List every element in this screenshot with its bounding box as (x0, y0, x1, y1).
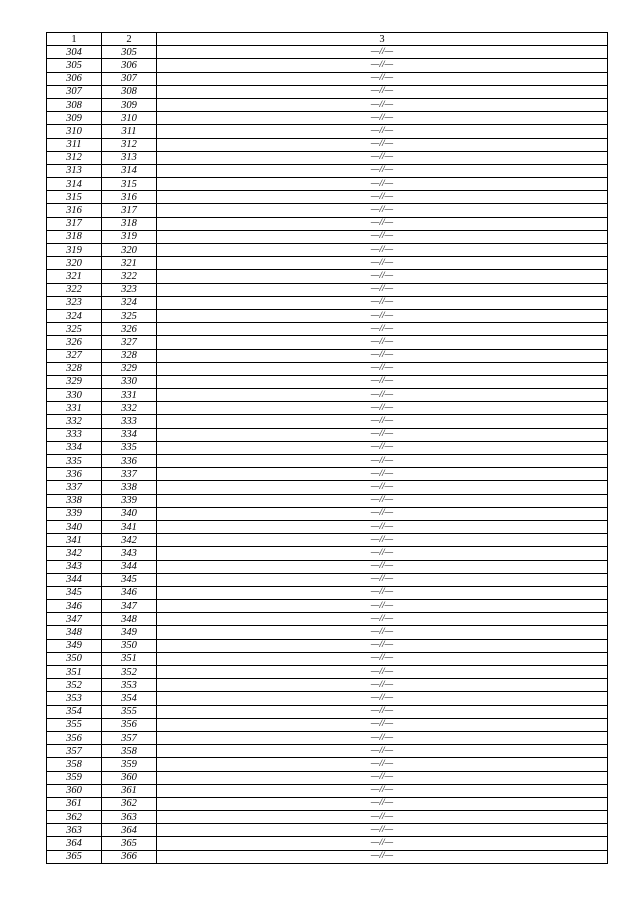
cell-col-3: —//— (157, 455, 608, 468)
cell-col-2: 332 (102, 402, 157, 415)
table-row (47, 428, 608, 441)
cell-col-1: 309 (47, 112, 102, 125)
cell-col-3: —//— (157, 679, 608, 692)
cell-col-3: —//— (157, 402, 608, 415)
cell-col-2: 317 (102, 204, 157, 217)
cell-col-2: 310 (102, 112, 157, 125)
cell-col-1: 317 (47, 217, 102, 230)
table-row (47, 191, 608, 204)
cell-col-2: 329 (102, 362, 157, 375)
cell-col-3: —//— (157, 534, 608, 547)
cell-col-2: 325 (102, 309, 157, 322)
cell-col-2: 344 (102, 560, 157, 573)
table-row (47, 257, 608, 270)
table-body (47, 46, 608, 864)
cell-col-1: 361 (47, 797, 102, 810)
cell-col-1: 334 (47, 441, 102, 454)
table-row (47, 72, 608, 85)
cell-col-3: —//— (157, 837, 608, 850)
cell-col-2: 311 (102, 125, 157, 138)
table-row (47, 652, 608, 665)
cell-col-3: —//— (157, 573, 608, 586)
cell-col-2: 346 (102, 586, 157, 599)
cell-col-2: 320 (102, 244, 157, 257)
cell-col-2: 324 (102, 296, 157, 309)
cell-col-3: —//— (157, 72, 608, 85)
cell-col-3: —//— (157, 481, 608, 494)
cell-col-1: 347 (47, 613, 102, 626)
table-row (47, 547, 608, 560)
cell-col-1: 354 (47, 705, 102, 718)
table-row (47, 573, 608, 586)
table-row (47, 850, 608, 863)
cell-col-1: 362 (47, 811, 102, 824)
table-row (47, 666, 608, 679)
header-col-3: 3 (157, 33, 608, 46)
cell-col-3: —//— (157, 494, 608, 507)
cell-col-3: —//— (157, 336, 608, 349)
cell-col-3: —//— (157, 560, 608, 573)
cell-col-1: 341 (47, 534, 102, 547)
table-row (47, 494, 608, 507)
table-row (47, 731, 608, 744)
cell-col-3: —//— (157, 441, 608, 454)
cell-col-2: 348 (102, 613, 157, 626)
cell-col-3: —//— (157, 138, 608, 151)
cell-col-2: 327 (102, 336, 157, 349)
cell-col-1: 353 (47, 692, 102, 705)
cell-col-3: —//— (157, 784, 608, 797)
table-row (47, 85, 608, 98)
table-row (47, 692, 608, 705)
cell-col-2: 365 (102, 837, 157, 850)
cell-col-3: —//— (157, 771, 608, 784)
cell-col-3: —//— (157, 718, 608, 731)
cell-col-2: 343 (102, 547, 157, 560)
cell-col-1: 304 (47, 46, 102, 59)
cell-col-1: 306 (47, 72, 102, 85)
table-row (47, 586, 608, 599)
cell-col-1: 357 (47, 745, 102, 758)
cell-col-2: 322 (102, 270, 157, 283)
cell-col-1: 311 (47, 138, 102, 151)
table-row (47, 520, 608, 533)
cell-col-2: 321 (102, 257, 157, 270)
cell-col-3: —//— (157, 652, 608, 665)
cell-col-1: 358 (47, 758, 102, 771)
cell-col-2: 313 (102, 151, 157, 164)
cell-col-1: 336 (47, 468, 102, 481)
table-row (47, 362, 608, 375)
cell-col-1: 340 (47, 520, 102, 533)
table-row (47, 771, 608, 784)
cell-col-2: 330 (102, 375, 157, 388)
cell-col-3: —//— (157, 85, 608, 98)
table-row (47, 138, 608, 151)
cell-col-1: 345 (47, 586, 102, 599)
cell-col-1: 364 (47, 837, 102, 850)
cell-col-1: 327 (47, 349, 102, 362)
cell-col-2: 326 (102, 323, 157, 336)
cell-col-2: 338 (102, 481, 157, 494)
cell-col-2: 360 (102, 771, 157, 784)
cell-col-2: 354 (102, 692, 157, 705)
table-row (47, 46, 608, 59)
cell-col-3: —//— (157, 309, 608, 322)
table-row (47, 824, 608, 837)
cell-col-3: —//— (157, 204, 608, 217)
cell-col-2: 305 (102, 46, 157, 59)
cell-col-3: —//— (157, 296, 608, 309)
cell-col-3: —//— (157, 230, 608, 243)
table-row (47, 626, 608, 639)
cell-col-2: 314 (102, 164, 157, 177)
cell-col-3: —//— (157, 151, 608, 164)
cell-col-2: 358 (102, 745, 157, 758)
cell-col-2: 334 (102, 428, 157, 441)
cell-col-1: 322 (47, 283, 102, 296)
cell-col-2: 318 (102, 217, 157, 230)
cell-col-3: —//— (157, 323, 608, 336)
cell-col-3: —//— (157, 639, 608, 652)
cell-col-3: —//— (157, 389, 608, 402)
cell-col-2: 359 (102, 758, 157, 771)
table-row (47, 349, 608, 362)
cell-col-3: —//— (157, 362, 608, 375)
table-row (47, 811, 608, 824)
table-row (47, 151, 608, 164)
cell-col-1: 314 (47, 178, 102, 191)
cell-col-3: —//— (157, 191, 608, 204)
header-col-2: 2 (102, 33, 157, 46)
cell-col-1: 331 (47, 402, 102, 415)
cell-col-2: 362 (102, 797, 157, 810)
cell-col-1: 338 (47, 494, 102, 507)
cell-col-3: —//— (157, 98, 608, 111)
table-row (47, 204, 608, 217)
cell-col-2: 351 (102, 652, 157, 665)
cell-col-2: 361 (102, 784, 157, 797)
table-row (47, 639, 608, 652)
table-row (47, 230, 608, 243)
cell-col-1: 305 (47, 59, 102, 72)
table-row (47, 389, 608, 402)
cell-col-1: 360 (47, 784, 102, 797)
cell-col-2: 363 (102, 811, 157, 824)
cell-col-3: —//— (157, 850, 608, 863)
cell-col-2: 306 (102, 59, 157, 72)
cell-col-2: 307 (102, 72, 157, 85)
cell-col-2: 337 (102, 468, 157, 481)
table-row (47, 323, 608, 336)
cell-col-1: 321 (47, 270, 102, 283)
cell-col-1: 318 (47, 230, 102, 243)
cell-col-1: 316 (47, 204, 102, 217)
cell-col-3: —//— (157, 705, 608, 718)
cell-col-3: —//— (157, 375, 608, 388)
cell-col-2: 347 (102, 600, 157, 613)
cell-col-3: —//— (157, 164, 608, 177)
cell-col-3: —//— (157, 811, 608, 824)
table-row (47, 217, 608, 230)
cell-col-1: 356 (47, 731, 102, 744)
table-row (47, 98, 608, 111)
cell-col-2: 341 (102, 520, 157, 533)
data-table (46, 32, 608, 864)
cell-col-3: —//— (157, 257, 608, 270)
table-row (47, 507, 608, 520)
cell-col-1: 328 (47, 362, 102, 375)
table-row (47, 758, 608, 771)
cell-col-3: —//— (157, 349, 608, 362)
cell-col-3: —//— (157, 692, 608, 705)
cell-col-3: —//— (157, 270, 608, 283)
cell-col-1: 320 (47, 257, 102, 270)
cell-col-2: 333 (102, 415, 157, 428)
table-row (47, 481, 608, 494)
cell-col-2: 350 (102, 639, 157, 652)
cell-col-3: —//— (157, 283, 608, 296)
table-row (47, 375, 608, 388)
cell-col-3: —//— (157, 797, 608, 810)
cell-col-3: —//— (157, 507, 608, 520)
table-row (47, 837, 608, 850)
table-row (47, 336, 608, 349)
cell-col-2: 315 (102, 178, 157, 191)
table-row (47, 59, 608, 72)
cell-col-2: 353 (102, 679, 157, 692)
cell-col-1: 365 (47, 850, 102, 863)
cell-col-2: 349 (102, 626, 157, 639)
table-row (47, 534, 608, 547)
table-row (47, 784, 608, 797)
cell-col-3: —//— (157, 520, 608, 533)
table-row (47, 112, 608, 125)
cell-col-3: —//— (157, 428, 608, 441)
table-row (47, 745, 608, 758)
cell-col-3: —//— (157, 415, 608, 428)
cell-col-1: 307 (47, 85, 102, 98)
table-row (47, 613, 608, 626)
cell-col-1: 359 (47, 771, 102, 784)
table-row (47, 309, 608, 322)
cell-col-3: —//— (157, 758, 608, 771)
cell-col-2: 319 (102, 230, 157, 243)
table-row (47, 600, 608, 613)
cell-col-1: 349 (47, 639, 102, 652)
table-row (47, 125, 608, 138)
cell-col-1: 363 (47, 824, 102, 837)
cell-col-3: —//— (157, 666, 608, 679)
cell-col-1: 350 (47, 652, 102, 665)
table-header (47, 33, 608, 46)
cell-col-2: 328 (102, 349, 157, 362)
cell-col-3: —//— (157, 125, 608, 138)
table-row (47, 178, 608, 191)
cell-col-2: 339 (102, 494, 157, 507)
cell-col-2: 356 (102, 718, 157, 731)
table-row (47, 468, 608, 481)
cell-col-2: 335 (102, 441, 157, 454)
cell-col-1: 352 (47, 679, 102, 692)
table-row (47, 705, 608, 718)
cell-col-1: 310 (47, 125, 102, 138)
cell-col-1: 315 (47, 191, 102, 204)
cell-col-3: —//— (157, 244, 608, 257)
table-row (47, 560, 608, 573)
cell-col-2: 312 (102, 138, 157, 151)
cell-col-3: —//— (157, 178, 608, 191)
cell-col-1: 326 (47, 336, 102, 349)
cell-col-1: 351 (47, 666, 102, 679)
cell-col-2: 342 (102, 534, 157, 547)
cell-col-2: 308 (102, 85, 157, 98)
cell-col-3: —//— (157, 745, 608, 758)
cell-col-1: 344 (47, 573, 102, 586)
cell-col-1: 319 (47, 244, 102, 257)
table-row (47, 283, 608, 296)
cell-col-2: 316 (102, 191, 157, 204)
cell-col-1: 312 (47, 151, 102, 164)
cell-col-1: 325 (47, 323, 102, 336)
cell-col-3: —//— (157, 586, 608, 599)
header-col-1: 1 (47, 33, 102, 46)
cell-col-3: —//— (157, 217, 608, 230)
cell-col-2: 345 (102, 573, 157, 586)
cell-col-1: 308 (47, 98, 102, 111)
cell-col-3: —//— (157, 600, 608, 613)
table-row (47, 441, 608, 454)
cell-col-1: 332 (47, 415, 102, 428)
cell-col-2: 355 (102, 705, 157, 718)
cell-col-3: —//— (157, 613, 608, 626)
cell-col-1: 329 (47, 375, 102, 388)
cell-col-2: 336 (102, 455, 157, 468)
cell-col-1: 330 (47, 389, 102, 402)
cell-col-3: —//— (157, 626, 608, 639)
table-row (47, 244, 608, 257)
cell-col-1: 339 (47, 507, 102, 520)
cell-col-2: 309 (102, 98, 157, 111)
cell-col-3: —//— (157, 468, 608, 481)
table-row (47, 797, 608, 810)
cell-col-3: —//— (157, 731, 608, 744)
cell-col-1: 324 (47, 309, 102, 322)
cell-col-1: 355 (47, 718, 102, 731)
cell-col-2: 364 (102, 824, 157, 837)
cell-col-3: —//— (157, 59, 608, 72)
cell-col-1: 337 (47, 481, 102, 494)
table-row (47, 402, 608, 415)
table-row (47, 296, 608, 309)
header-row (47, 33, 608, 46)
cell-col-1: 348 (47, 626, 102, 639)
cell-col-2: 352 (102, 666, 157, 679)
cell-col-2: 331 (102, 389, 157, 402)
table-row (47, 679, 608, 692)
cell-col-2: 357 (102, 731, 157, 744)
table-row (47, 270, 608, 283)
cell-col-1: 335 (47, 455, 102, 468)
cell-col-3: —//— (157, 824, 608, 837)
cell-col-1: 323 (47, 296, 102, 309)
table-row (47, 455, 608, 468)
cell-col-2: 323 (102, 283, 157, 296)
cell-col-3: —//— (157, 46, 608, 59)
cell-col-2: 366 (102, 850, 157, 863)
cell-col-3: —//— (157, 112, 608, 125)
table-row (47, 718, 608, 731)
cell-col-1: 346 (47, 600, 102, 613)
cell-col-1: 342 (47, 547, 102, 560)
cell-col-1: 333 (47, 428, 102, 441)
cell-col-2: 340 (102, 507, 157, 520)
table-row (47, 415, 608, 428)
cell-col-3: —//— (157, 547, 608, 560)
cell-col-1: 313 (47, 164, 102, 177)
table-row (47, 164, 608, 177)
cell-col-1: 343 (47, 560, 102, 573)
